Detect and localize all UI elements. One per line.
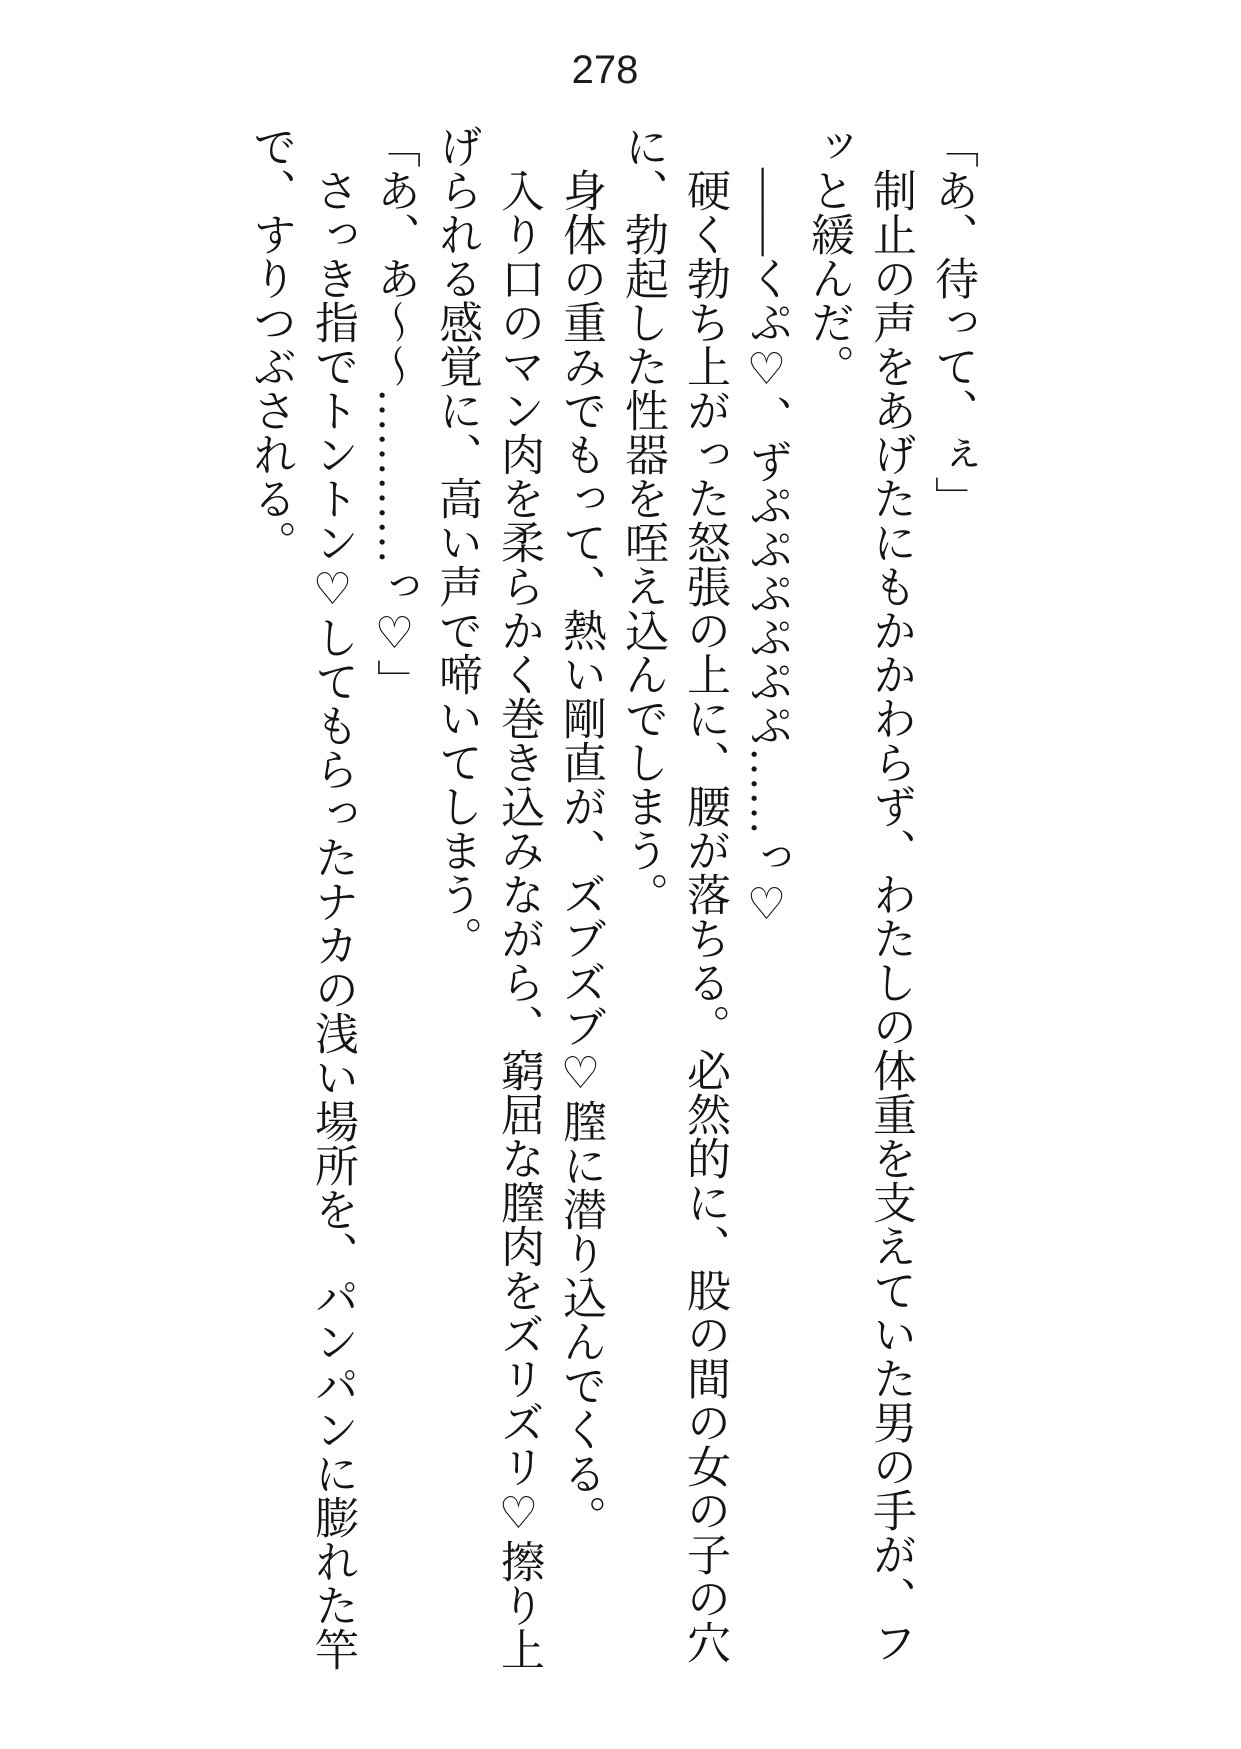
text-line: で、すりつぶされる。 [246,124,295,564]
text-line: 制止の声をあげたにもかかわらず、わたしの体重を支えていた男の手が、フ [866,168,915,1664]
page-number: 278 [571,48,639,92]
text-line: げられる感覚に、高い声で啼いてしまう。 [432,124,481,960]
text-line: 硬く勃ち上がった怒張の上に、腰が落ちる。必然的に、股の間の女の子の穴 [680,168,729,1664]
text-line: 入り口のマン肉を柔らかく巻き込みながら、窮屈な膣肉をズリズリ♡擦り上 [494,168,543,1671]
text-line: に、勃起した性器を咥え込んでしまう。 [618,124,667,916]
vertical-text-block [239,124,983,1724]
text-line: 「あ、あ～～…………っ♡」 [370,124,419,703]
text-line: ッと緩んだ。 [804,124,853,388]
text-line: 身体の重みでもって、熱い剛直が、ズブズブ♡膣に潜り込んでくる。 [556,168,605,1539]
text-line: さっき指でトントン♡してもらったナカの浅い場所を、パンパンに膨れた竿 [308,168,357,1671]
text-line: ――くぷ♡、ずぷぷぷぷぷぷ……っ♡ [742,168,791,930]
text-line: 「あ、待って、ぇ」 [928,124,977,520]
